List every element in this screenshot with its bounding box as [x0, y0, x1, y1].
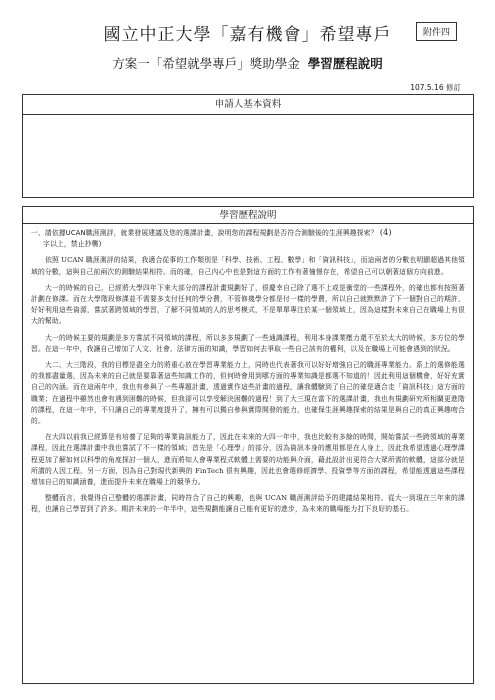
learning-history-header: 學習歷程說明	[23, 207, 473, 224]
paragraph-6: 整體而言，我覺得自己整體的選課計畫，同時符合了自己的興趣，也與 UCAN 職涯測評給予的建議結果相符。從大一到現在三年來的課程，也讓自己學習到了許多。期許未來的一年半中，這些規劃能讓自己能有更好的進步，為未來的職場能力打下良好的基石。	[31, 494, 465, 514]
document-title: 國立中正大學「嘉有機會」希望專戶	[103, 25, 392, 45]
paragraph-4: 大二、大三階段，我的目標是盡全力的將重心放在學習專業能力上，同時也代表著我可以好好增強自己的職涯專業能力。系上的選修能選的我都盡量選，因為未來的自己就是要靠著這些知識工作的，但何時會用到哪方面的專業知識是都選不知道的！因此利用這個機會，好好充實自己的內涵。而在這兩年中，我也有參與了一些專題計畫，透過實作這些計畫的過程，讓我體驗到了自己的確是適合走「資訊科技」這方面的職業；在過程中雖然也會有遇到困難的時候，但我卻可以享受解決困難的過程！到了大三現在當下的選課計畫，我也有規劃研究所相關更進階的課程，在這一年中，不只讓自己的專業度提升了，擁有可以獨自參與實際開發的能力，也確保生涯興趣探索的結果是與自己的真正興趣吻合的。	[31, 361, 465, 426]
learning-history-section	[22, 206, 474, 684]
subtitle-prefix: 方案一「希望就學專戶」獎助學金	[112, 56, 300, 71]
paragraph-3: 大一的時候主要的規劃是多方嘗試不同領域的課程，所以多多規劃了一些通識課程，利用本身課業壓力還不至於太大的時候，多方位的學習。在這一年中，我讓自己增加了人文、社會、法律方面的知識，學習如何去爭取一些自己該有的權利，以及在職場上可能會遇到的狀況。	[31, 333, 465, 353]
handwritten-mark: (4)	[379, 228, 392, 237]
paragraph-1: 依照 UCAN 職涯測評的結果，我適合從事的工作類別是「科學、技術、工程、數學」和「資訊科技」，而這兩者的分數也明顯超過其他領域的分數，這與自己前兩次的測驗結果相符。而的確，自己內心中也是對這方面的工作有著憧憬存在，希望自己可以朝著這個方向前進。	[31, 256, 465, 276]
paragraph-5: 在大四以前我已經算是有培養了足夠的專業資訊能力了，因此在未來的大四一年中，我也比較有多餘的時間，開始嘗試一些跨領域的專業課程，因此在選課計畫中我也嘗試了不一樣的領域；首先是「心理學」的部分，因為資訊本身的應用都是在人身上，因此我希望透過心理學課程更加了解如何以科學的角度探討一個人，進而將知人會專業程式軟體上需要的功能與介面，藉此設計出更符合大眾所需的軟體，這部分就是所謂的人因工程。另一方面，因為自己對現代新興的 FinTech 很有興趣，因此也會選修經濟學、投資學等方面的課程，希望能透過這些課程增加自己的知識涵養，進而提升未來在職場上的競爭力。	[31, 433, 465, 487]
subtitle-emphasis: 學習歷程說明	[307, 56, 383, 71]
question-body: 一、請依據UCAN職涯測評，就業發展建議及您的選課計畫，說明您的課程規劃是否符合測驗後的生涯興趣探索？	[31, 229, 378, 237]
document-subtitle	[0, 54, 495, 72]
basic-info-section	[22, 94, 474, 198]
learning-history-content	[23, 224, 473, 516]
paragraph-2: 大一的時候的自己，已經將大學四年下來大部分的課程計畫規劃好了，很慶幸自己除了選不上或是衝堂的一些課程外，的確也都有按照著計劃在修課。而在大學階段修課並不需要多支付任何的學分費，不管修幾學分都是付一樣的學費，所以自己就默默許了下一個對自己的期許，好好利用這些資源，嘗試著跨領域的學習，了解不同領域的人的思考模式，不是單單專注於某一個領域上，因為這樣對未來自己在職場上有很大的幫助。	[31, 283, 465, 326]
revision-date: 107.5.16 修訂	[410, 83, 461, 92]
question-note: 字以上，禁止抄襲)	[43, 240, 102, 249]
basic-info-header: 申請人基本資料	[23, 95, 473, 115]
question-text	[31, 227, 465, 250]
attachment-badge: 附件四	[416, 22, 457, 41]
